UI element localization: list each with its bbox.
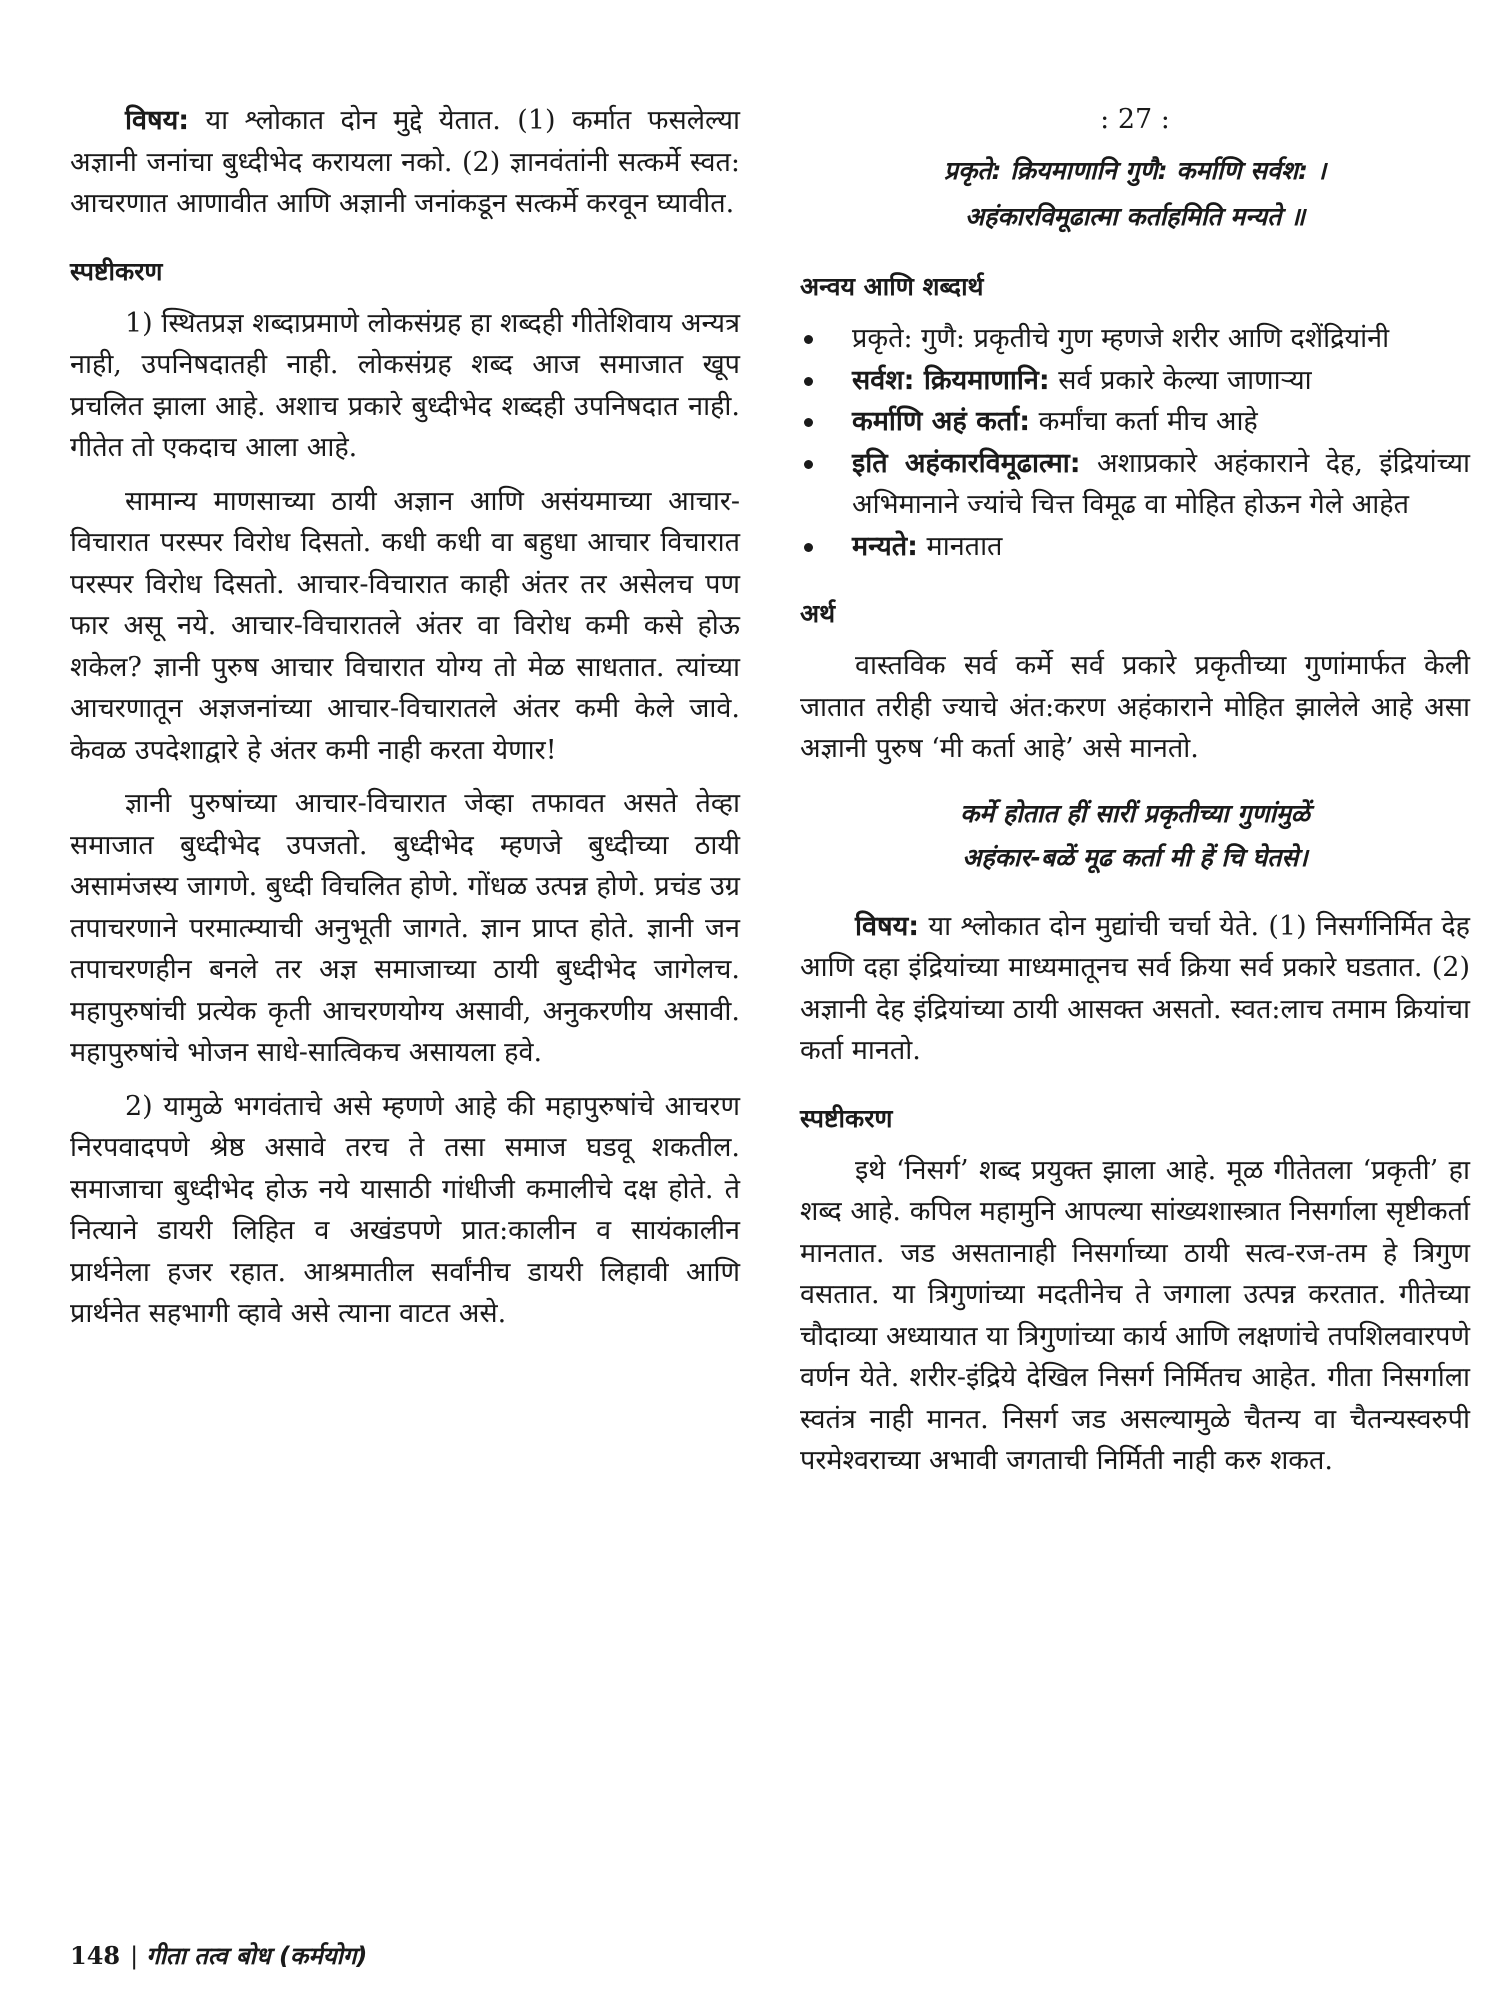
word-meaning-text: प्रकृते: गुणै: प्रकृतीचे गुण म्हणजे शरीर आणि दशेंद्रियांनी <box>852 323 1390 354</box>
word-term: इति अहंकारविमूढात्मा: <box>852 447 1081 479</box>
intro-text: या श्लोकात दोन मुद्दे येतात. (1) कर्मात फसलेल्या अज्ञानी जनांचा बुध्दीभेद करायला नको. (2) ज्ञानवंतांनी सत्कर्मे स्वत: आचरणात आणावीत आणि अज्ञानी जनांकडून सत्कर्मे करवून घ्यावीत. <box>70 105 740 219</box>
bullet-icon <box>804 543 813 552</box>
page-number: 148 <box>70 1941 121 1970</box>
left-heading: स्पष्टीकरण <box>70 256 163 286</box>
vishay-paragraph <box>800 906 1470 1072</box>
bullet-icon <box>804 418 813 427</box>
bullet-icon <box>804 377 813 386</box>
word-meaning-item <box>800 360 1470 402</box>
page-footer <box>70 1940 367 1972</box>
left-paragraph-2: सामान्य माणसाच्या ठायी अज्ञान आणि असंयमाच्या आचार-विचारात परस्पर विरोध दिसतो. कधी कधी वा बहुधा आचार विचारात परस्पर विरोध दिसतो. आचार-विचारात काही अंतर तर असेलच पण फार असू नये. आचार-विचारातले अंतर वा विरोध कमी कसे होऊ शकेल? ज्ञानी पुरुष आचार विचारात योग्य तो मेळ साधतात. त्यांच्या आचरणातून अज्ञजनांच्या आचार-विचारातले अंतर कमी केले जावे. केवळ उपदेशाद्वारे हे अंतर कमी नाही करता येणार! <box>70 485 740 766</box>
footer-separator: | <box>130 1942 139 1970</box>
word-term: सर्वश: क्रियमाणानि: <box>852 364 1050 396</box>
word-meaning-text: अशाप्रकारे अहंकाराने देह, इंद्रियांच्या अभिमानाने ज्यांचे चित्त विमूढ वा मोहित होऊन गेले आहेत <box>852 447 1470 520</box>
bullet-icon <box>804 460 813 469</box>
book-title: गीता तत्व बोध (कर्मयोग) <box>146 1942 368 1970</box>
right-column <box>800 100 1470 1482</box>
word-term: मन्यते: <box>852 530 918 562</box>
word-meaning-text: सर्व प्रकारे केल्या जाणाऱ्या <box>1049 364 1312 396</box>
ovi-verse <box>800 792 1470 880</box>
word-meaning-item <box>800 401 1470 443</box>
spashtikaran-heading: स्पष्टीकरण <box>800 1103 893 1133</box>
left-column <box>70 100 740 1335</box>
word-meaning-item <box>800 443 1470 526</box>
anvay-heading: अन्वय आणि शब्दार्थ <box>800 272 984 301</box>
ovi-line-1: कर्मे होतात हीं सारीं प्रकृतीच्या गुणांमुळें <box>960 798 1310 828</box>
word-meaning-text: मानतात <box>917 530 1003 562</box>
left-paragraph-4: 2) यामुळे भगवंताचे असे म्हणणे आहे की महापुरुषांचे आचरण निरपवादपणे श्रेष्ठ असावे तरच ते तसा समाज घडवू शकतील. समाजाचा बुध्दीभेद होऊ नये यासाठी गांधीजी कमालीचे दक्ष होते. ते नित्याने डायरी लिहित व अखंडपणे प्रात:कालीन व सायंकालीन प्रार्थनेला हजर रहात. आश्रमातील सर्वांनीच डायरी लिहावी आणि प्रार्थनेत सहभागी व्हावे असे त्याना वाटत असे. <box>70 1090 740 1329</box>
word-term: कर्माणि अहं कर्ता: <box>852 406 1031 437</box>
vishay-label: विषय: <box>855 910 920 942</box>
shloka-line-1: प्रकृते: क्रियमाणानि गुणै: कर्माणि सर्वश: । <box>943 156 1327 185</box>
spashtikaran-paragraph: इथे ‘निसर्ग’ शब्द प्रयुक्त झाला आहे. मूळ गीतेतला ‘प्रकृती’ हा शब्द आहे. कपिल महामुनि आपल्या सांख्यशास्त्रात निसर्गाला सृष्टीकर्ता मानतात. जड असतानाही निसर्गाच्या ठायी सत्व-रज-तम हे त्रिगुण वसतात. या त्रिगुणांच्या मदतीनेच ते जगाला उत्पन्न करतात. गीतेच्या चौदाव्या अध्यायात या त्रिगुणांच्या कार्य आणि लक्षणांचे तपशिलवारपणे वर्णन येते. शरीर-इंद्रिये देखिल निसर्ग निर्मितच आहेत. गीता निसर्गाला स्वतंत्र नाही मानत. निसर्ग जड असल्यामुळे चैतन्य वा चैतन्यस्वरुपी परमेश्वराच्या अभावी जगताची निर्मिती नाही करु शकत. <box>800 1154 1470 1476</box>
arth-heading: अर्थ <box>800 599 836 628</box>
word-meaning-item <box>800 318 1470 360</box>
chapter-page-marker: : 27 : <box>1100 104 1170 135</box>
intro-label: विषय: <box>125 105 190 136</box>
ovi-line-2: अहंकार-बळें मूढ कर्ता मी हें चि घेतसे। <box>962 842 1308 872</box>
intro-paragraph <box>70 100 740 225</box>
vishay-text: या श्लोकात दोन मुद्यांची चर्चा येते. (1) निसर्गनिर्मित देह आणि दहा इंद्रियांच्या माध्यमातूनच सर्व क्रिया सर्व प्रकारे घडतात. (2) अज्ञानी देह इंद्रियांच्या ठायी आसक्त असतो. स्वत:लाच तमाम क्रियांचा कर्ता मानतो. <box>800 910 1470 1066</box>
bullet-icon <box>804 335 813 344</box>
word-meaning-item <box>800 526 1470 568</box>
left-paragraph-1: 1) स्थितप्रज्ञ शब्दाप्रमाणे लोकसंग्रह हा शब्दही गीतेशिवाय अन्यत्र नाही, उपनिषदातही नाही. लोकसंग्रह शब्द आज समाजात खूप प्रचलित झाला आहे. अशाच प्रकारे बुध्दीभेद शब्दही उपनिषदात नाही. गीतेत तो एकदाच आला आहे. <box>70 307 740 463</box>
word-meaning-list <box>800 318 1470 567</box>
word-meaning-text: कर्मांचा कर्ता मीच आहे <box>1030 406 1258 437</box>
left-paragraph-3: ज्ञानी पुरुषांच्या आचार-विचारात जेव्हा तफावत असते तेव्हा समाजात बुध्दीभेद उपजतो. बुध्दीभेद म्हणजे बुध्दीच्या ठायी असामंजस्य जागणे. बुध्दी विचलित होणे. गोंधळ उत्पन्न होणे. प्रचंड उग्र तपाचरणाने परमात्म्याची अनुभूती जागते. ज्ञान प्राप्त होते. ज्ञानी जन तपाचरणहीन बनले तर अज्ञ समाजाच्या ठायी बुध्दीभेद जागेलच. महापुरुषांची प्रत्येक कृती आचरणयोग्य असावी, अनुकरणीय असावी. महापुरुषांचे भोजन साधे-सात्विकच असायला हवे. <box>70 788 740 1068</box>
arth-paragraph: वास्तविक सर्व कर्मे सर्व प्रकारे प्रकृतीच्या गुणांमार्फत केली जातात तरीही ज्याचे अंत:करण अहंकाराने मोहित झालेले आहे असा अज्ञानी पुरुष ‘मी कर्ता आहे’ असे मानतो. <box>800 650 1470 764</box>
shloka-line-2: अहंकारविमूढात्मा कर्ताहमिति मन्यते ॥ <box>964 202 1306 231</box>
